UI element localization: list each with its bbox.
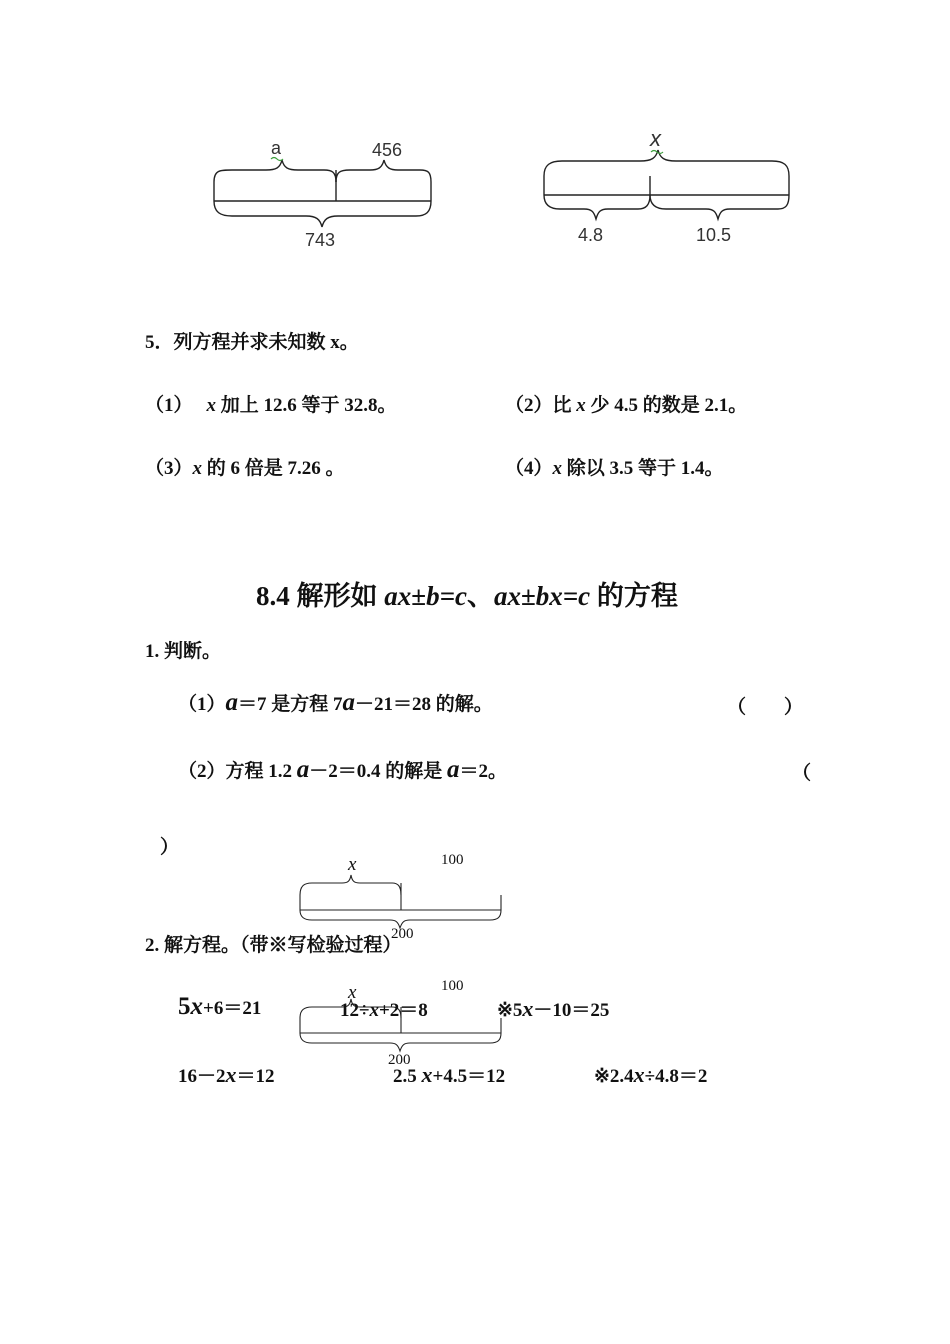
equation-5 (393, 1061, 505, 1088)
equation-2-var: x (369, 1000, 379, 1021)
q5-title: 5．列方程并求未知数 x。 (145, 332, 359, 353)
judge-item-2-p3: ＝2。 (459, 761, 508, 782)
equation-6-post: ÷4.8＝2 (644, 1066, 708, 1087)
judge-item-1-answer-bracket[interactable]: （ ） (727, 697, 804, 718)
equation-3 (497, 995, 609, 1022)
equation-4-post: ＝12 (236, 1066, 275, 1087)
judge-item-2-p2: －2＝0.4 的解是 (309, 761, 448, 782)
equation-3-post: －10＝25 (533, 1000, 610, 1021)
equation-5-pre: 2.5 (393, 1066, 422, 1087)
judge-item-2-var2: a (447, 756, 460, 783)
diagram-label-456: 456 (372, 140, 403, 160)
q5-item-1-prefix: （1） (145, 395, 193, 416)
section-heading-num: 8.4 (256, 581, 297, 611)
diagram-middle-1-label-100: 100 (441, 852, 464, 868)
q5-item-3-var: x (192, 458, 203, 479)
diagram-label-4-8: 4.8 (578, 225, 604, 245)
judge-item-1-p1: （1） (178, 694, 226, 715)
judge-title: 1. 判断。 (145, 641, 222, 662)
equation-6-pre: ※2.4 (594, 1066, 634, 1087)
equation-5-var: x (421, 1062, 433, 1087)
diagram-label-10-5: 10.5 (696, 225, 732, 245)
q5-item-3-text: 的 6 倍是 7.26 。 (202, 458, 345, 479)
equation-1-post: +6＝21 (203, 998, 262, 1019)
equation-6-var: x (633, 1062, 645, 1087)
equation-6 (594, 1061, 707, 1088)
judge-item-2-bracket-close: ） (160, 837, 180, 858)
solve-title: 2. 解方程。（带※写检验过程） (145, 935, 402, 956)
diagram-middle-1-label-200: 200 (391, 926, 414, 942)
q5-item-2-prefix: （2）比 (505, 395, 577, 416)
q5-item-2-var: x (576, 395, 586, 416)
diagram-middle-2-label-x: x (348, 982, 357, 1003)
section-heading-eq2: ax±bx=c (493, 581, 591, 611)
judge-item-1-p3: －21＝28 的解。 (355, 694, 493, 715)
q5-item-4-text: 除以 3.5 等于 1.4。 (562, 458, 724, 479)
diagram-middle-1-label-x: x (348, 854, 357, 875)
judge-item-1-p2: ＝7 是方程 7 (238, 694, 343, 715)
diagram-label-x: x (650, 126, 661, 151)
equation-1 (178, 993, 261, 1021)
diagram-middle-2-label-100: 100 (441, 978, 464, 994)
judge-item-2-var1: a (296, 756, 310, 783)
diagram-label-a: a (271, 138, 282, 158)
judge-item-2-p1: （2）方程 1.2 (178, 761, 297, 782)
equation-4-var: x (225, 1062, 237, 1087)
diagram-middle-2-label-200: 200 (388, 1052, 411, 1068)
equation-2-post: +2＝8 (378, 1000, 428, 1021)
judge-item-1-var1: a (225, 689, 239, 716)
section-heading-sep: 、 (466, 581, 494, 611)
equation-1-pre: 5 (178, 993, 191, 1020)
q5-item-4-var: x (552, 458, 563, 479)
equation-5-post: +4.5＝12 (432, 1066, 506, 1087)
section-heading-eq1: ax±b=c (384, 581, 467, 611)
equation-2-pre: 12÷ (340, 1000, 370, 1021)
diagram-label-743: 743 (305, 230, 336, 250)
judge-item-1-var2: a (342, 689, 356, 716)
equation-3-pre: ※5 (497, 1000, 523, 1021)
equation-4 (178, 1061, 275, 1088)
equation-3-var: x (522, 996, 534, 1021)
q5-item-4-prefix: （4） (505, 458, 553, 479)
equation-1-var: x (190, 993, 203, 1020)
section-heading-text2: 的方程 (590, 581, 678, 611)
equation-4-pre: 16－2 (178, 1066, 226, 1087)
section-heading-text1: 解形如 (296, 581, 385, 611)
q5-item-1-var: x (206, 395, 217, 416)
q5-item-3-prefix: （3） (145, 458, 193, 479)
q5-item-1-text: 加上 12.6 等于 32.8。 (216, 395, 397, 416)
q5-item-2-text: 少 4.5 的数是 2.1。 (585, 395, 748, 416)
judge-item-2-bracket-open[interactable]: （ (792, 763, 812, 784)
equation-2 (340, 995, 428, 1022)
